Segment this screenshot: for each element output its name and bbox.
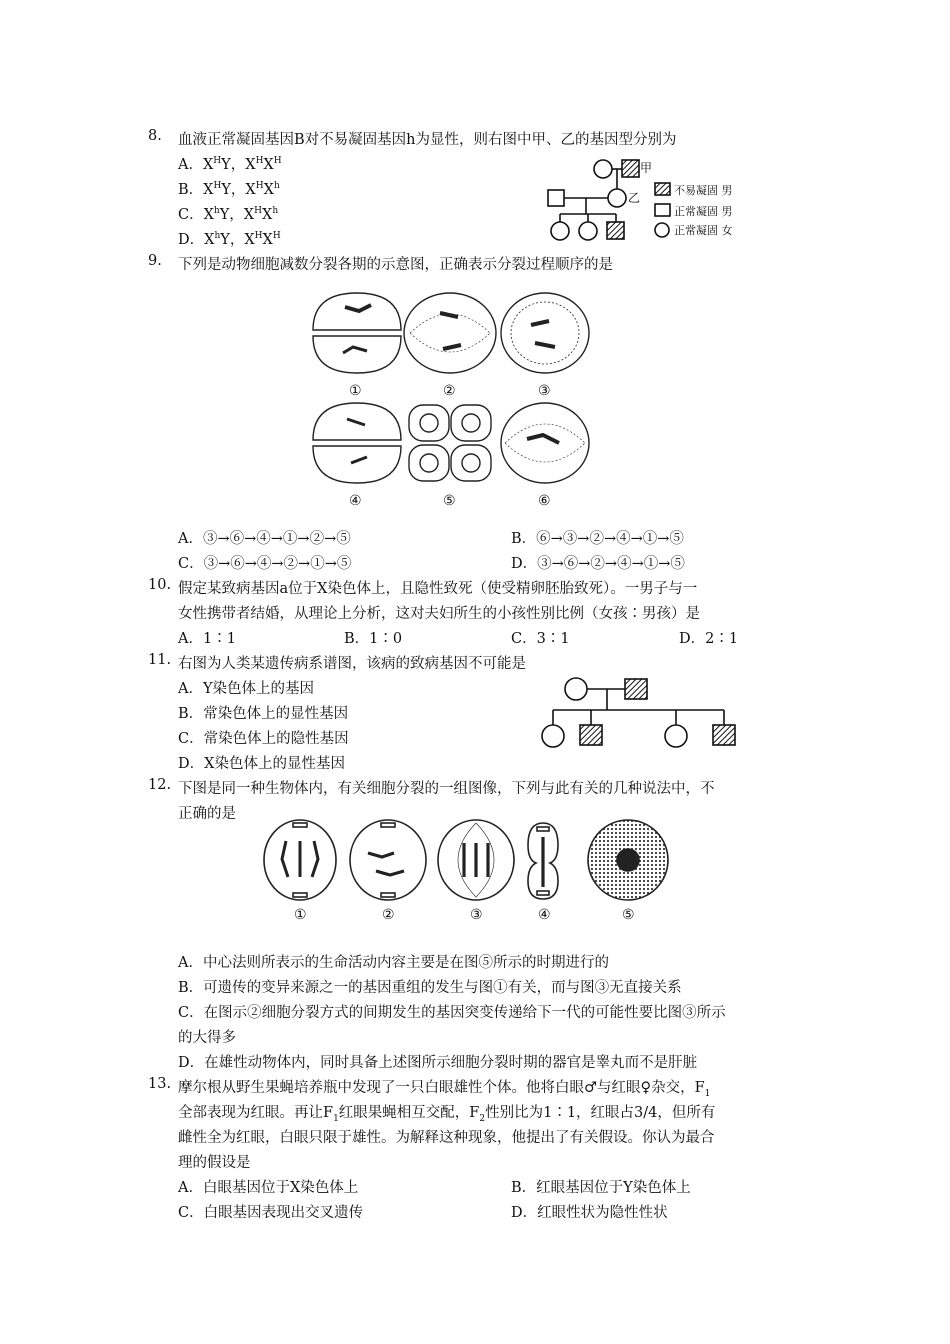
q11-child-female-2	[665, 725, 687, 747]
q9-label-5: ⑤	[443, 493, 456, 509]
q12-stem-line2: 正确的是	[178, 806, 236, 822]
q8-yi-female	[608, 189, 626, 207]
q9-label-6: ⑥	[538, 493, 551, 509]
q9-meiosis-figure	[305, 285, 595, 510]
q11-option-c: C．常染色体上的隐性基因	[178, 731, 349, 747]
q11-father-affected-male	[625, 679, 647, 699]
q13-option-c: C．白眼基因表现出交叉遗传	[178, 1205, 364, 1221]
q10-number: 10.	[148, 577, 172, 593]
q12-label-5: ⑤	[622, 907, 635, 923]
q8-option-a: A．$X^HY$，$X^HX^H$	[178, 156, 282, 173]
q8-option-c: C．$X^hY$，$X^HX^h$	[178, 206, 279, 223]
q12-number: 12.	[148, 777, 172, 793]
q9-option-a: A．③→⑥→④→①→②→⑤	[178, 531, 351, 547]
q8-stem: 血液正常凝固基因B对不易凝固基因h为显性，则右图中甲、乙的基因型分别为	[178, 132, 677, 148]
q8-label-yi: 乙	[628, 191, 641, 205]
q12-label-2: ②	[382, 907, 395, 923]
q13-stem-line2: 全部表现为红眼。再让$F_1$红眼果蝇相互交配，$F_2$性别比为1∶1，红眼占3/4，但所有	[178, 1105, 716, 1124]
q9-number: 9.	[148, 253, 162, 269]
q9-option-d: D．③→⑥→②→④→①→⑤	[511, 556, 685, 572]
q12-option-c: C．在图示②细胞分裂方式的间期发生的基因突变传递给下一代的可能性要比图③所示	[178, 1005, 726, 1021]
q10-option-c: C．3∶1	[511, 631, 570, 647]
q12-label-1: ①	[294, 907, 307, 923]
q10-option-b: B．1∶0	[344, 631, 403, 647]
q13-stem-line3: 雌性全为红眼，白眼只限于雄性。为解释这种现象，他提出了有关假设。你认为最合	[178, 1130, 715, 1146]
q8-legend-affected-male: 不易凝固 男	[674, 184, 733, 197]
q8-label-jia: 甲	[640, 161, 653, 175]
q8-father-male	[548, 190, 564, 206]
q12-option-a: A．中心法则所表示的生命活动内容主要是在图⑤所示的时期进行的	[178, 955, 609, 971]
q11-mother-female	[565, 678, 587, 700]
q8-jia-affected-male	[622, 160, 639, 177]
q13-number: 13.	[148, 1076, 172, 1092]
q13-option-d: D．红眼性状为隐性性状	[511, 1205, 668, 1221]
q9-label-3: ③	[538, 383, 551, 399]
q12-cell-division-figure	[258, 815, 678, 925]
q12-label-4: ④	[538, 907, 551, 923]
q10-option-d: D．2∶1	[679, 631, 739, 647]
q12-stem-line1: 下图是同一种生物体内，有关细胞分裂的一组图像，下列与此有关的几种说法中，不	[178, 781, 715, 797]
q12-option-d: D．在雄性动物体内，同时具备上述图所示细胞分裂时期的器官是睾丸而不是肝脏	[178, 1055, 698, 1071]
q10-stem-line2: 女性携带者结婚，从理论上分析，这对夫妇所生的小孩性别比例（女孩∶男孩）是	[178, 606, 700, 622]
q13-stem-line4: 理的假设是	[178, 1155, 251, 1171]
q9-option-c: C．③→⑥→④→②→①→⑤	[178, 556, 352, 572]
q11-stem: 右图为人类某遗传病系谱图，该病的致病基因不可能是	[178, 656, 526, 672]
q11-child-affected-male-2	[713, 725, 735, 745]
q12-option-b: B．可遗传的变异来源之一的基因重组的发生与图①有关，而与图③无直接关系	[178, 980, 682, 996]
q9-label-2: ②	[443, 383, 456, 399]
q13-stem-line1: 摩尔根从野生果蝇培养瓶中发现了一只白眼雄性个体。他将白眼♂与红眼♀杂交，$F_1$	[178, 1080, 711, 1099]
q11-child-affected-male-1	[580, 725, 602, 745]
q11-option-a: A．Y染色体上的基因	[178, 681, 315, 697]
q9-label-1: ①	[349, 383, 362, 399]
q8-grandmother-female	[594, 160, 612, 178]
q11-child-female-1	[542, 725, 564, 747]
q13-option-b: B．红眼基因位于Y染色体上	[511, 1180, 691, 1196]
q13-option-a: A．白眼基因位于X染色体上	[178, 1180, 359, 1196]
q8-pedigree-figure	[540, 150, 790, 245]
q9-stem: 下列是动物细胞减数分裂各期的示意图，正确表示分裂过程顺序的是	[178, 257, 613, 273]
q10-option-a: A．1∶1	[178, 631, 236, 647]
q11-number: 11.	[148, 652, 172, 668]
q11-pedigree-figure	[535, 672, 750, 752]
q9-option-b: B．⑥→③→②→④→①→⑤	[511, 531, 684, 547]
q11-option-d: D．X染色体上的显性基因	[178, 756, 345, 772]
q11-option-b: B．常染色体上的显性基因	[178, 706, 349, 722]
q12-label-3: ③	[470, 907, 483, 923]
q12-option-c-cont: 的大得多	[178, 1030, 236, 1046]
q8-legend-normal-male: 正常凝固 男	[674, 205, 733, 218]
q9-label-4: ④	[349, 493, 362, 509]
q8-legend-normal-female: 正常凝固 女	[674, 224, 733, 237]
q10-stem-line1: 假定某致病基因a位于X染色体上，且隐性致死（使受精卵胚胎致死）。一男子与一	[178, 581, 698, 597]
q8-option-b: B．$X^HY$，$X^HX^h$	[178, 181, 280, 198]
q8-number: 8.	[148, 128, 162, 144]
q8-option-d: D．$X^hY$，$X^HX^H$	[178, 231, 281, 248]
